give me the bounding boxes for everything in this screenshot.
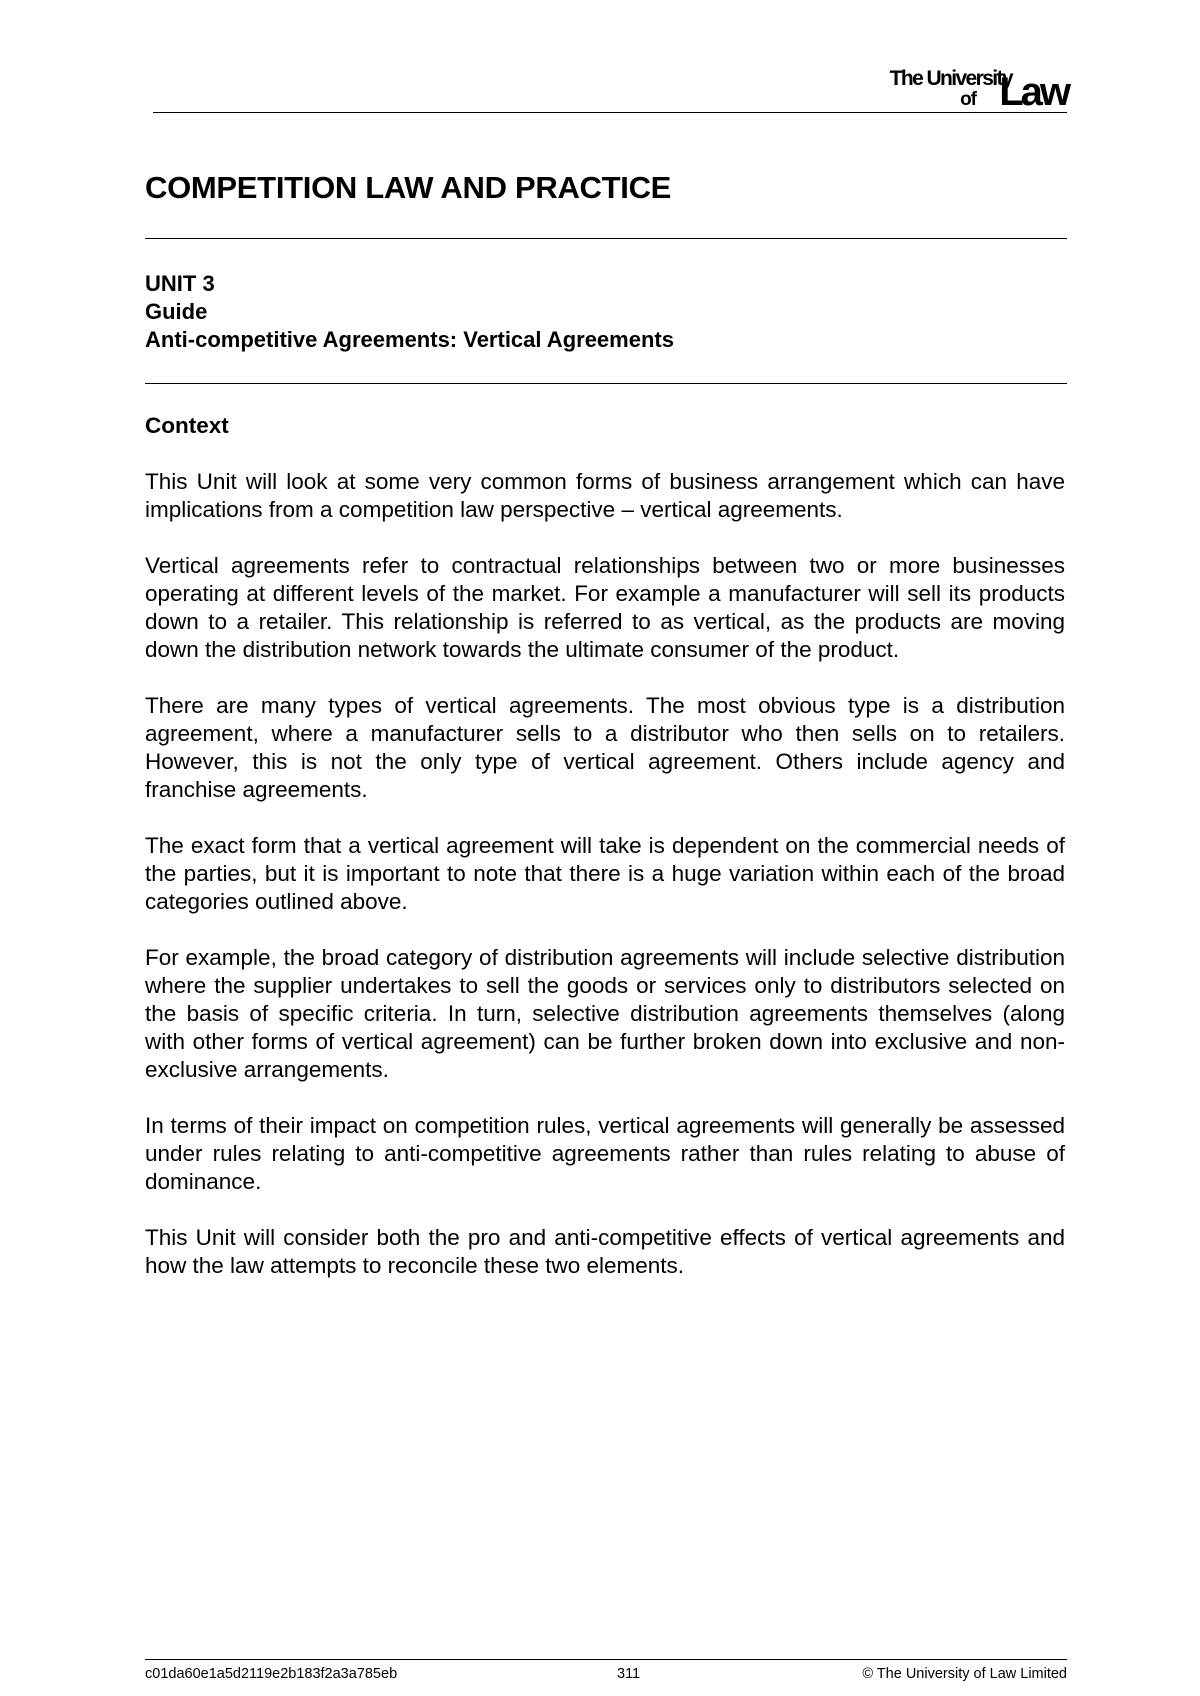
title-divider bbox=[145, 238, 1067, 239]
unit-type: Guide bbox=[145, 299, 208, 324]
page-footer bbox=[145, 1664, 1067, 1684]
document-id: c01da60e1a5d2119e2b183f2a3a785eb bbox=[145, 1666, 398, 1682]
course-title: COMPETITION LAW AND PRACTICE bbox=[145, 170, 672, 205]
paragraph: Vertical agreements refer to contractual relationships between two or more businesses operating at different levels of the market. For example a manufacturer will sell its products down to a retailer. This relationship is referred to as vertical, as the products are moving down the distribution network towards the ultimate consumer of the product. bbox=[145, 553, 1065, 662]
paragraph: This Unit will look at some very common forms of business arrangement which can have implications from a competition law perspective – vertical agreements. bbox=[145, 469, 1065, 522]
logo-text-law: Law bbox=[999, 70, 1068, 114]
paragraph: This Unit will consider both the pro and anti-competitive effects of vertical agreements and how the law attempts to reconcile these two elements. bbox=[145, 1225, 1065, 1278]
header-divider bbox=[153, 112, 1067, 113]
logo-text-university: The University bbox=[889, 67, 1012, 90]
unit-subtitle: Anti-competitive Agreements: Vertical Agreements bbox=[145, 327, 674, 352]
university-logo bbox=[858, 62, 1068, 114]
paragraph: There are many types of vertical agreements. The most obvious type is a distribution agreement, where a manufacturer sells to a distributor who then sells on to retailers. However, this is not the only type of vertical agreement. Others include agency and franchise agreements. bbox=[145, 693, 1065, 802]
copyright-notice: © The University of Law Limited bbox=[862, 1666, 1067, 1682]
section-heading: Context bbox=[145, 413, 229, 438]
main-content bbox=[145, 412, 1065, 1308]
paragraph: In terms of their impact on competition rules, vertical agreements will generally be assessed under rules relating to anti-competitive agreements rather than rules relating to abuse of dominance. bbox=[145, 1113, 1065, 1194]
paragraph: The exact form that a vertical agreement will take is dependent on the commercial needs of the parties, but it is important to note that there is a huge variation within each of the broad categories outlined above. bbox=[145, 833, 1065, 914]
paragraph: For example, the broad category of distribution agreements will include selective distribution where the supplier undertakes to sell the goods or services only to distributors selected on the basis of specific criteria. In turn, selective distribution agreements themselves (along with other forms of vertical agreement) can be further broken down into exclusive and non-exclusive arrangements. bbox=[145, 945, 1065, 1082]
page-number: 311 bbox=[617, 1666, 641, 1682]
unit-heading-block bbox=[145, 270, 674, 354]
unit-number: UNIT 3 bbox=[145, 271, 215, 296]
logo-text-of: of bbox=[960, 89, 976, 110]
footer-divider bbox=[145, 1659, 1067, 1660]
unit-divider bbox=[145, 383, 1067, 384]
